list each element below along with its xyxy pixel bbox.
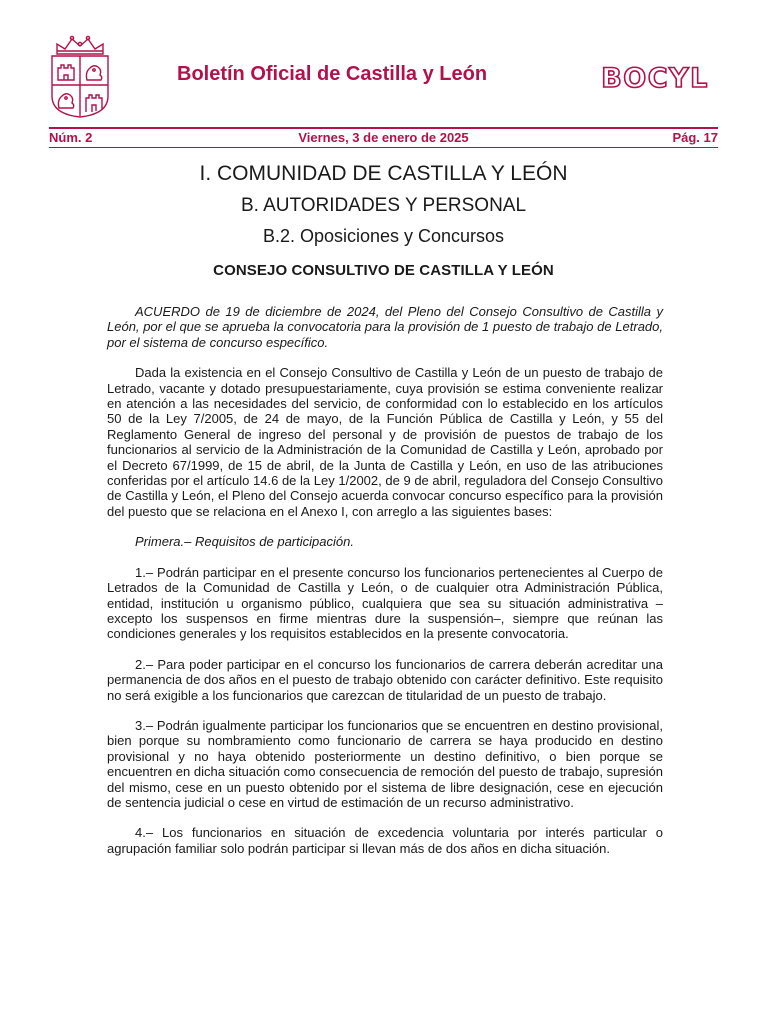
issue-date: Viernes, 3 de enero de 2025 bbox=[298, 130, 469, 145]
bocyl-logo-text: BOCYL bbox=[601, 63, 709, 92]
issue-number: Núm. 2 bbox=[49, 130, 93, 145]
intro-paragraph: Dada la existencia en el Consejo Consultivo de Castilla y León de un puesto de trabajo de Letrado, vacante y dotado presupuestariamente, cuya provisión se estima conveniente realizar en atención a las necesidades del servicio, de conformidad con lo establecido en los artículos 50 de la Ley 7/2005, de 24 de mayo, de la Función Pública de Castilla y León, y 55 del Reglamento General de ingreso del personal y de provisión de puestos de trabajo de los funcionarios al servicio de la Administración de la Comunidad de Castilla y León, aprobado por el Decreto 67/1999, de 15 de abril, de la Junta de Castilla y León, en uso de las atribuciones conferidas por el artículo 14.6 de la Ley 1/2002, de 9 de abril, reguladora del Consejo Consultivo de Castilla y León, el Pleno del Consejo acuerda convocar concurso específico para la provisión del puesto que se relaciona en el Anexo I, con arreglo a las siguientes bases: bbox=[107, 365, 663, 519]
section-heading: I. COMUNIDAD DE CASTILLA Y LEÓN bbox=[199, 162, 568, 185]
bocyl-logo bbox=[591, 62, 719, 92]
issue-bar bbox=[49, 129, 718, 146]
header-rule-bottom bbox=[49, 147, 718, 148]
coat-of-arms-icon bbox=[49, 34, 111, 118]
issue-page: Pág. 17 bbox=[672, 130, 718, 145]
document-body bbox=[107, 304, 663, 871]
summary-paragraph: ACUERDO de 19 de diciembre de 2024, del Pleno del Consejo Consultivo de Castilla y León, por el que se aprueba la convocatoria para la provisión de 1 puesto de trabajo de Letrado, por el sistema de concurso específico. bbox=[107, 304, 663, 350]
bulletin-title: Boletín Oficial de Castilla y León bbox=[177, 63, 488, 85]
category-heading: B.2. Oposiciones y Concursos bbox=[262, 226, 505, 246]
clause-paragraph: 2.– Para poder participar en el concurso los funcionarios de carrera deberán acreditar una permanencia de dos años en el puesto de trabajo obtenido con carácter definitivo. Este requisito no será exigible a los funcionarios que carezcan de titularidad de un puesto de trabajo. bbox=[107, 656, 663, 703]
base-heading: Primera.– Requisitos de participación. bbox=[135, 534, 354, 550]
clause-paragraph: 4.– Los funcionarios en situación de excedencia voluntaria por interés particular o agrupación familiar solo podrán participar si llevan más de dos años en dicha situación. bbox=[107, 825, 663, 856]
clause-paragraph: 1.– Podrán participar en el presente concurso los funcionarios pertenecientes al Cuerpo de Letrados de la Comunidad de Castilla y León, o de cualquier otra Administración Pública, entidad, institución u organismo público, cualquiera que sea su situación administrativa –excepto los suspensos en firme mientras dure la suspensión–, siempre que reúnan las condiciones generales y los requisitos establecidos en la presente convocatoria. bbox=[107, 564, 663, 642]
clause-paragraph: 3.– Podrán igualmente participar los funcionarios que se encuentren en destino provisional, bien porque su nombramiento como funcionario de carrera se haya producido en destino provisional y no haya obtenido posteriormente un destino definitivo, o bien porque se encuentren en dicha situación como consecuencia de remoción del puesto de trabajo, supresión del mismo, cese en un puesto obtenido por el sistema de libre designación, cese en ejecución de sentencia judicial o cese en virtud de estimación de un recurso administrativo. bbox=[107, 717, 663, 810]
organ-heading: CONSEJO CONSULTIVO DE CASTILLA Y LEÓN bbox=[213, 262, 554, 279]
subsection-heading: B. AUTORIDADES Y PERSONAL bbox=[240, 195, 527, 216]
